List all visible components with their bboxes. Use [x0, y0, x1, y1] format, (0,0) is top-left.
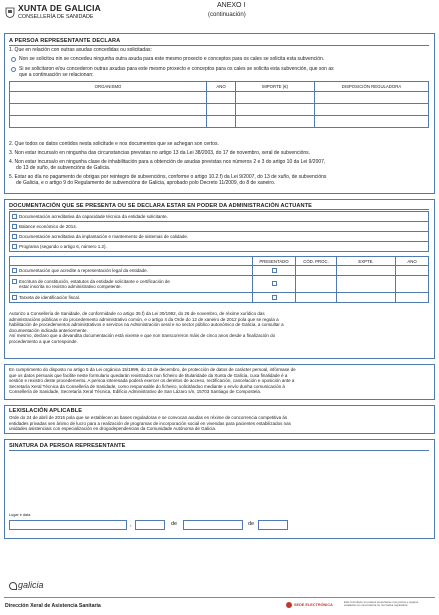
doc-checkbox[interactable]: [12, 268, 17, 273]
doc-checkbox[interactable]: [12, 234, 17, 239]
list-item: Balance económico de 2014.: [10, 222, 429, 232]
declaration-item-5b: de Galicia, e o artigo 9 do Regulamento de subvencións de Galicia, aprobado polo Decreto 11/2009, do 8 de xaneiro.: [16, 180, 276, 186]
sede-electronica-icon: [286, 602, 292, 608]
list-item: Programa (segundo o artigo 6, número 1.2).: [10, 242, 429, 252]
col-importe: IMPORTE (€): [236, 82, 315, 92]
doc-checkbox[interactable]: [12, 224, 17, 229]
de-separator-2: de: [248, 521, 255, 527]
de-separator-1: de: [171, 521, 178, 527]
option-other-aid-label-2: que a continuación se relacionan:: [19, 72, 94, 78]
place-date-label: Lugar e data: [9, 513, 31, 517]
footer-department: Dirección Xeral de Asistencia Sanitaria: [5, 603, 101, 609]
option-no-other-aid-radio[interactable]: [11, 57, 16, 62]
option-no-other-aid-label: Non se solicitou nin se concedeu ningunha outra axuda para este mesmo proxecto e conceptos para os cales se solicita esta subvención.: [19, 56, 325, 62]
declaration-item-3: 3. Non estar incursa/o en ningunha das circunstancias previstas no artigo 13 da Lei 38/2003, do 17 de novembro, xeral de subvencións.: [9, 150, 311, 156]
authorization-text: Autorizo a Consellería de Sanidade, de conformidade co artigo 35.f) da Lei 30/1992, do 26 de novembro, de réxime xurídico das administracións públicas e do procedemento administrativo común, e o artigo 4 da Orde do 12 de xaneiro de 2012 pola que se regula a habilitación de procedementos administrativos e servizos na Administración xeral e no sector público autonómico de Galicia, a consultar a documentación indicada anteriormente. Así mesmo, declaro que a devandita documentación está vixente e que non transcorreron máis de cinco anos desde a finalización do procedemento a que corresponde.: [9, 311, 284, 344]
table-row: [10, 116, 429, 128]
col-presentado: PRESENTADO: [253, 257, 296, 266]
declaration-title: A PERSOA REPRESENTANTE DECLARA: [9, 38, 121, 44]
documents-list: [9, 211, 429, 252]
presented-checkbox[interactable]: [272, 268, 277, 273]
doc-checkbox[interactable]: [12, 279, 17, 284]
declaration-item-5: 5. Estar ao día no pagamento de obrigas por reintegro de subvencións, conforme o artigo 10.2.f) da Lei 9/2007, do 13 de xuño, de subvencións: [9, 174, 327, 180]
list-item: Documentación acreditativa da implantación e mantemento de sistemas de calidade.: [10, 232, 429, 242]
option-other-aid-label: Si se solicitaron e/ou concederon outras axudas para este mesmo proxecto e conceptos para os cales se solicita esta subvención, que son as: [19, 66, 334, 72]
annex-label: ANEXO I: [217, 2, 246, 9]
col-organismo: ORGANISMO: [10, 82, 207, 92]
list-item: Documentación acreditativa da capacidade técnica da entidade solicitante.: [10, 212, 429, 222]
other-aid-table: [9, 81, 429, 128]
table-row: [10, 104, 429, 116]
sede-electronica-label: SEDE ELECTRÓNICA: [294, 603, 333, 607]
day-field[interactable]: [135, 520, 165, 530]
coat-of-arms-icon: [5, 7, 15, 18]
legislation-text: Orde do 24 de abril de 2015 pola que se establecen as bases reguladoras e se convocan axudas en réxime de concorrencia competitiva ás entidades privadas sen ánimo de lucro para a realización de programas de incorporación social en vivendas para pacientes estabilizados nas unidades asistenciais con especialización en drogodependencias da Comunidade Autónoma de Galicia.: [9, 415, 291, 432]
declaration-item-4: 4. Non estar incursa/o en ningunha clase de inhabilitación para a obtención de axudas previstas nos números 2 e 3 do artigo 10 da Lei 9/2007,: [9, 159, 326, 165]
col-cod-proc: CÓD. PROC.: [296, 257, 337, 266]
privacy-text: En cumprimento do disposto no artigo 5 da Lei orgánica 15/1999, do 13 de decembro, de protección de datos de carácter persoal, infórmase de que os datos persoais que facilite neste formulario quedarán rexistrados nun ficheiro de titularidade da Xunta de Galicia, cuxa finalidade é a xestión e rexistro deste procedemento. A persoa interesada poderá exercer os dereitos de acceso, rectificación, cancelación e oposición ante a Secretaría Xeral Técnica da Consellería de Sanidade, como responsable do ficheiro, solicitándoo mediante o envío dunha comunicación á Consellería de Sanidade, Secretaría Xeral Técnica, Edificio Administrativo de San Lázaro s/n, 15703 Santiago de Compostela.: [9, 367, 296, 395]
legislation-title: LEXISLACIÓN APLICABLE: [9, 408, 83, 414]
documentation-title: DOCUMENTACIÓN QUE SE PRESENTA OU SE DECLARA ESTAR EN PODER DA ADMINISTRACIÓN ACTUANTE: [9, 203, 313, 209]
galicia-logo-mark-icon: [9, 582, 17, 590]
brand-name: XUNTA DE GALICIA: [18, 3, 102, 13]
comma-separator: ,: [130, 522, 132, 528]
documents-admin-table: [9, 256, 429, 303]
xunta-logo: [5, 5, 15, 16]
table-row: Escritura de constitución, estatutos da entidade solicitante e certificación de estar inscrita no rexistro administrativo competente.: [10, 276, 429, 293]
department-name: CONSELLERÍA DE SANIDADE: [18, 14, 94, 20]
col-ano: ANO: [207, 82, 236, 92]
table-row: [10, 92, 429, 104]
col-disposicion: DISPOSICIÓN REGULADORA: [315, 82, 429, 92]
sede-note: Este formulario só poderá presentarse nos prazos e lugares sinalados na convocatoria ou normativa reguladora: [344, 600, 419, 608]
col-ano2: ANO: [396, 257, 429, 266]
signature-title: SINATURA DA PERSOA REPRESENTANTE: [9, 443, 126, 449]
doc-checkbox[interactable]: [12, 295, 17, 300]
signature-area[interactable]: [9, 452, 429, 510]
doc-checkbox[interactable]: [12, 244, 17, 249]
table-row: Documentación que acredite a representación legal da entidade.: [10, 266, 429, 276]
month-field[interactable]: [183, 520, 243, 530]
year-field[interactable]: [258, 520, 288, 530]
place-field[interactable]: [9, 520, 127, 530]
annex-sublabel: (continuación): [208, 12, 246, 18]
presented-checkbox[interactable]: [272, 281, 277, 286]
table-row: Tarxeta de identificación fiscal.: [10, 293, 429, 303]
galicia-logo: galicia: [9, 580, 44, 590]
option-other-aid-radio[interactable]: [11, 67, 16, 72]
declaration-item-2: 2. Que todos os datos contidos nesta solicitude e nos documentos que se achegan son certos.: [9, 141, 219, 147]
col-expte: EXPTE.: [337, 257, 396, 266]
declaration-item-4b: do 13 de xuño, de subvencións de Galicia.: [16, 165, 111, 171]
presented-checkbox[interactable]: [272, 295, 277, 300]
doc-checkbox[interactable]: [12, 214, 17, 219]
declaration-item-1: 1. Que en relación con outras axudas concedidas ou solicitadas:: [9, 47, 152, 53]
